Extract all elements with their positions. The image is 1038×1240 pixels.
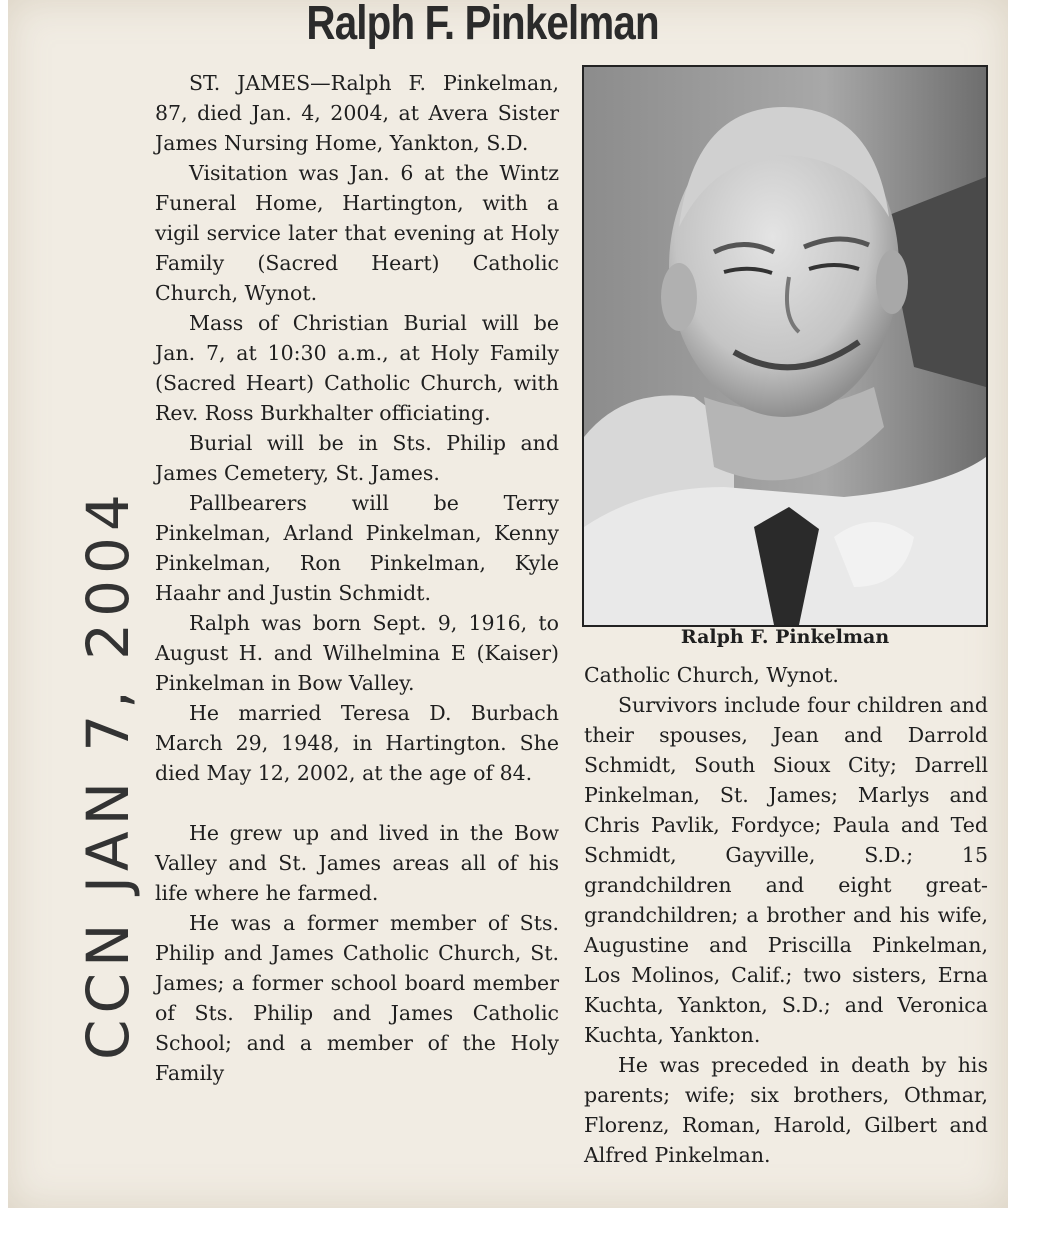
- paragraph-marriage: He married Teresa D. Burbach March 29, 1948, in Hartington. She died May 12, 2002, at the age of 84.: [155, 701, 559, 785]
- portrait-photo: [582, 65, 988, 627]
- paragraph-survivors: Survivors include four children and their spouses, Jean and Darrold Schmidt, South Sioux City; Darrell Pinkelman, St. James; Marlys and Chris Pavlik, Fordyce; Paula and Ted Schmidt, Gayville, S.D.; 15 grandchildren and eight great-grandchildren; a brother and his wife, Augustine and Priscilla Pinkelman, Los Molinos, Calif.; two sisters, Erna Kuchta, Yankton, S.D.; and Veronica Kuchta, Yankton.: [584, 693, 988, 1047]
- paragraph-death-notice: ST. JAMES—Ralph F. Pinkelman, 87, died Jan. 4, 2004, at Avera Sister James Nursing Home, Yankton, S.D.: [155, 71, 559, 155]
- portrait-photo-icon: [584, 67, 986, 625]
- paragraph-birth: Ralph was born Sept. 9, 1916, to August H. and Wilhelmina E (Kaiser) Pinkelman in Bow Valley.: [155, 611, 559, 695]
- handwritten-date-note: CCN JAN 7, 2004: [74, 488, 142, 1060]
- obituary-left-column: [155, 68, 559, 1088]
- paragraph-preceded: He was preceded in death by his parents; wife; six brothers, Othmar, Florenz, Roman, Harold, Gilbert and Alfred Pinkelman.: [584, 1053, 988, 1167]
- obituary-headline: Ralph F. Pinkelman: [306, 0, 659, 50]
- paragraph-visitation: Visitation was Jan. 6 at the Wintz Funeral Home, Hartington, with a vigil service later that evening at Holy Family (Sacred Heart) Catholic Church, Wynot.: [155, 161, 559, 305]
- obituary-right-column: [584, 660, 988, 1170]
- photo-caption: Ralph F. Pinkelman: [680, 626, 890, 648]
- paragraph-mass: Mass of Christian Burial will be Jan. 7, at 10:30 a.m., at Holy Family (Sacred Heart) Catholic Church, with Rev. Ross Burkhalter officiating.: [155, 311, 559, 425]
- paragraph-pallbearers: Pallbearers will be Terry Pinkelman, Arland Pinkelman, Kenny Pinkelman, Ron Pinkelman, Kyle Haahr and Justin Schmidt.: [155, 491, 559, 605]
- paragraph-burial: Burial will be in Sts. Philip and James Cemetery, St. James.: [155, 431, 559, 485]
- paragraph-church-continued: Catholic Church, Wynot.: [584, 663, 839, 687]
- paragraph-memberships: He was a former member of Sts. Philip and James Catholic Church, St. James; a former school board member of Sts. Philip and James Catholic School; and a member of the Holy Family: [155, 911, 559, 1085]
- paragraph-farming: He grew up and lived in the Bow Valley and St. James areas all of his life where he farmed.: [155, 821, 559, 905]
